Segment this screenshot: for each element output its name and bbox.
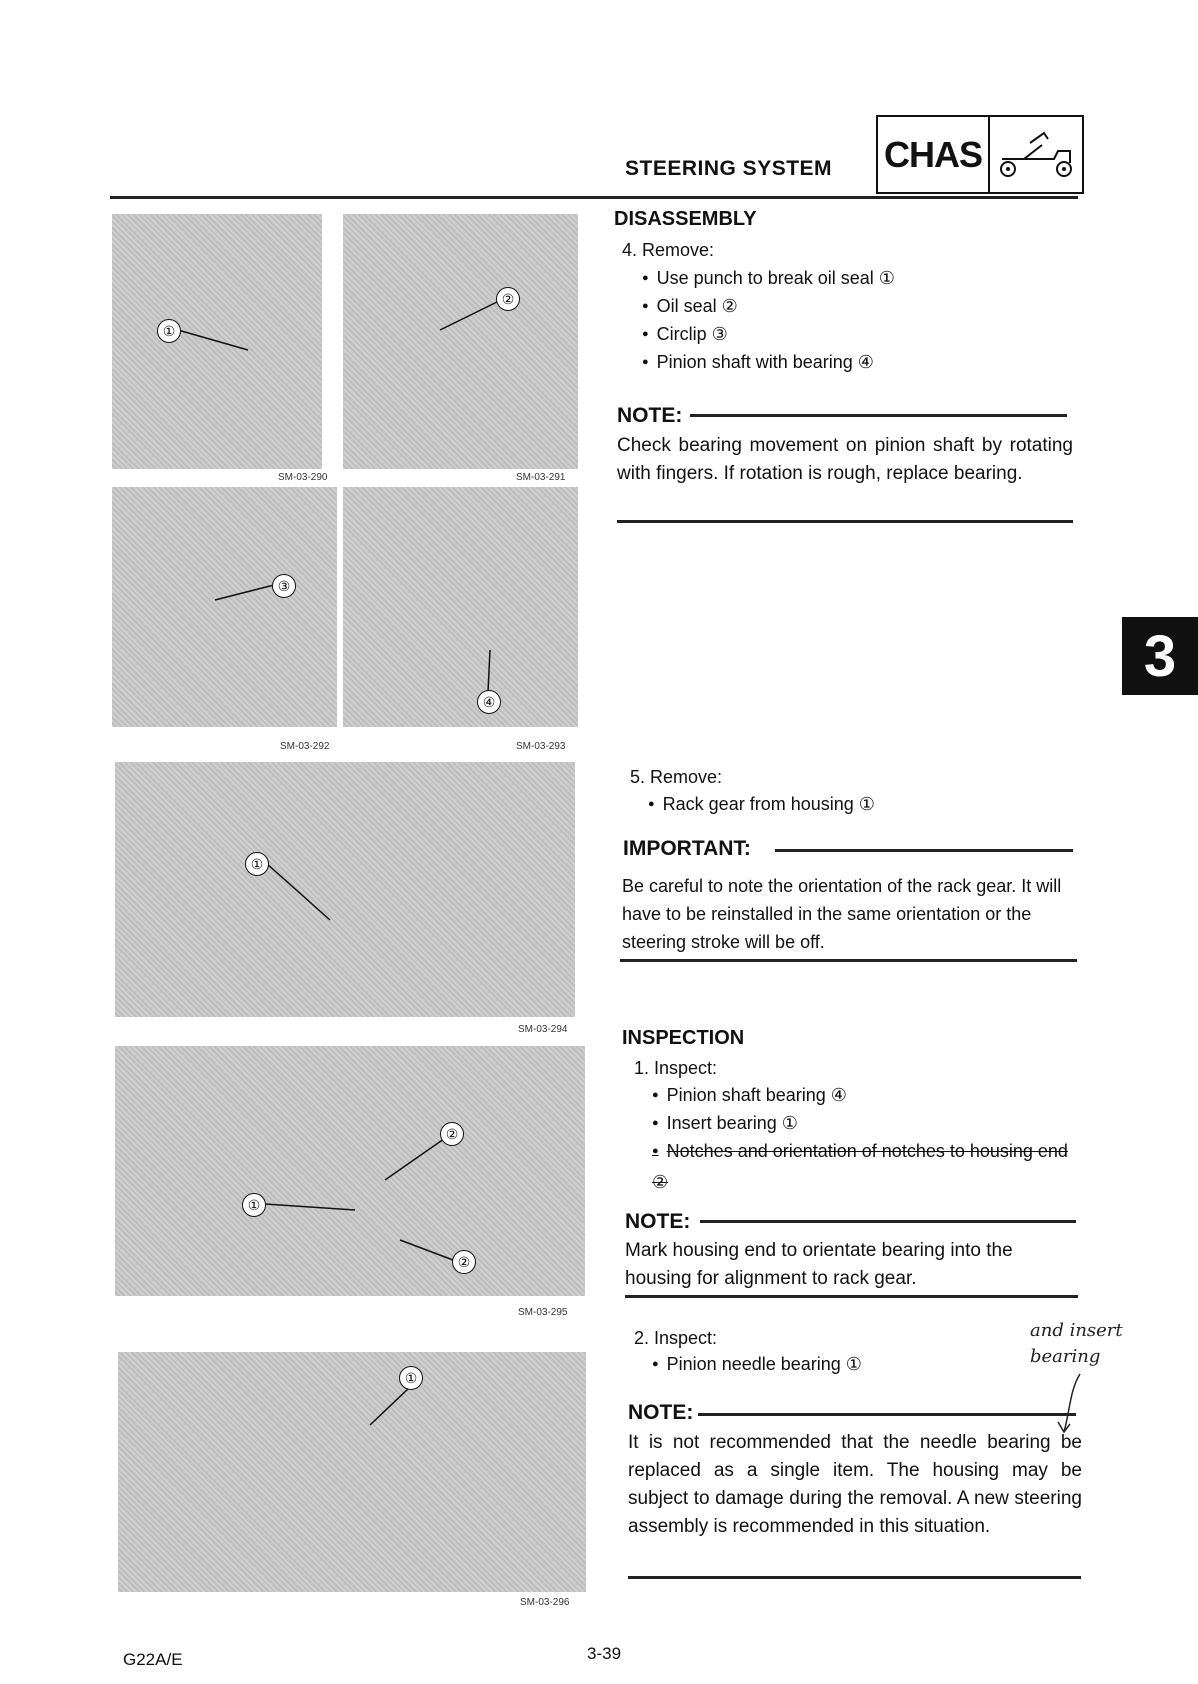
inspect1-item: ● Pinion shaft bearing ④ — [652, 1081, 847, 1112]
step4-item: ● Use punch to break oil seal ① — [642, 264, 895, 295]
note-label: NOTE: — [617, 404, 683, 427]
disassembly-heading: DISASSEMBLY — [614, 208, 757, 230]
figure-code: SM-03-295 — [518, 1307, 568, 1318]
step4-item: ● Circlip ③ — [642, 320, 728, 351]
callout-1: ① — [157, 319, 181, 343]
note-end-rule — [625, 1295, 1078, 1298]
important-end-rule — [620, 959, 1077, 962]
inspect2-label: 2. Inspect: — [634, 1328, 718, 1348]
note-rule — [700, 1220, 1076, 1223]
chapter-tab: 3 — [1122, 617, 1198, 695]
handwritten-annotation: and insert bearing — [1030, 1320, 1123, 1367]
inspect1-struck-item: ● Notches and orientation of notches to housing end ② — [652, 1137, 1072, 1196]
note-rule — [690, 414, 1067, 417]
note-text: Check bearing movement on pinion shaft by rotating with fingers. If rotation is rough, replace bearing. — [617, 435, 1073, 484]
inspection-heading: INSPECTION — [622, 1027, 745, 1049]
callout-1: ① — [399, 1366, 423, 1390]
step5-item: ● Rack gear from housing ① — [648, 790, 875, 821]
figure-code: SM-03-291 — [516, 472, 566, 483]
note-label: NOTE: — [628, 1401, 694, 1424]
important-label: IMPORTANT: — [623, 837, 751, 860]
figure-code: SM-03-296 — [520, 1597, 570, 1608]
callout-2: ② — [440, 1122, 464, 1146]
chas-label: CHAS — [878, 117, 990, 192]
callout-4: ④ — [477, 690, 501, 714]
note-text: Mark housing end to orientate bearing into the housing for alignment to rack gear. — [625, 1240, 1013, 1289]
inspect2-item: ● Pinion needle bearing ① — [652, 1350, 862, 1381]
note-end-rule — [628, 1576, 1081, 1579]
inspect1-label: 1. Inspect: — [634, 1058, 718, 1078]
note-label: NOTE: — [625, 1210, 691, 1233]
figure-code: SM-03-292 — [280, 741, 330, 752]
footer-model: G22A/E — [123, 1650, 183, 1669]
note-end-rule — [617, 520, 1073, 523]
page-number: 3-39 — [587, 1644, 622, 1663]
step5-label: 5. Remove: — [630, 767, 723, 787]
callout-2: ② — [496, 287, 520, 311]
figure-code: SM-03-293 — [516, 741, 566, 752]
callout-2: ② — [452, 1250, 476, 1274]
step4-label: 4. Remove: — [622, 240, 715, 260]
note-rule — [698, 1413, 1076, 1416]
inspect1-item: ● Insert bearing ① — [652, 1109, 798, 1140]
note-text: It is not recommended that the needle bearing be replaced as a single item. The housing may be subject to damage during the removal. A new steering assembly is recommended in this situation. — [628, 1432, 1082, 1537]
step4-item: ● Pinion shaft with bearing ④ — [642, 348, 874, 379]
important-text: Be careful to note the orientation of the rack gear. It will have to be reinstalled in the same orientation or the steering stroke will be off. — [622, 876, 1062, 952]
section-title: STEERING SYSTEM — [625, 157, 833, 180]
callout-1: ① — [245, 852, 269, 876]
figure-code: SM-03-290 — [278, 472, 328, 483]
step4-item: ● Oil seal ② — [642, 292, 738, 323]
callout-1: ① — [242, 1193, 266, 1217]
important-rule — [775, 849, 1073, 852]
figure-code: SM-03-294 — [518, 1024, 568, 1035]
callout-3: ③ — [272, 574, 296, 598]
